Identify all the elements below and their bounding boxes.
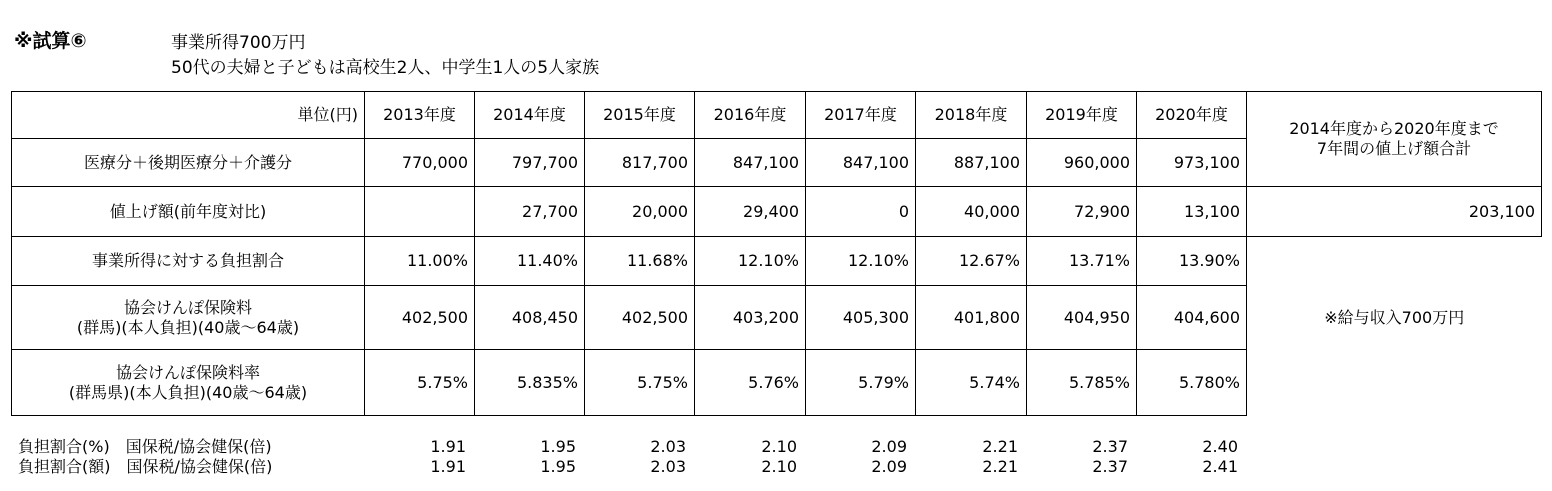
cell-value: 5.75%	[585, 350, 695, 416]
table-row	[12, 187, 1542, 237]
cell-value: 11.40%	[475, 237, 585, 286]
table-row	[12, 350, 1542, 416]
total-increase-header	[1247, 92, 1542, 187]
cell-value: 11.00%	[365, 237, 475, 286]
cell-value: 770,000	[365, 139, 475, 187]
year-header: 2020年度	[1137, 92, 1247, 139]
row-label	[12, 286, 365, 350]
empty-cell	[1247, 237, 1542, 286]
empty-cell	[1247, 350, 1542, 416]
cell-value: 40,000	[916, 187, 1027, 237]
footer-value: 2.10	[761, 457, 797, 476]
cell-value: 13,100	[1137, 187, 1247, 237]
cell-value: 0	[806, 187, 916, 237]
year-header: 2019年度	[1027, 92, 1137, 139]
row-label-line: (群馬)(本人負担)(40歳～64歳)	[76, 317, 300, 337]
table-row	[12, 237, 1542, 286]
total-increase-value: 203,100	[1247, 187, 1542, 237]
cell-value: 408,450	[475, 286, 585, 350]
cell-value: 29,400	[695, 187, 806, 237]
cell-value: 5.780%	[1137, 350, 1247, 416]
cell-value: 5.74%	[916, 350, 1027, 416]
footer-value: 2.10	[761, 437, 797, 456]
cell-value: 797,700	[475, 139, 585, 187]
cell-value: 12.10%	[806, 237, 916, 286]
cell-value: 887,100	[916, 139, 1027, 187]
cell-value: 973,100	[1137, 139, 1247, 187]
cell-value: 5.79%	[806, 350, 916, 416]
footer-value: 1.91	[430, 437, 466, 456]
footer-value: 2.21	[982, 437, 1018, 456]
footer-value: 2.09	[871, 457, 907, 476]
year-header: 2016年度	[695, 92, 806, 139]
cell-value: 5.835%	[475, 350, 585, 416]
footer-value: 1.95	[540, 457, 576, 476]
footer-label: 負担割合(%) 国保税/協会健保(倍)	[18, 437, 272, 456]
cell-value: 403,200	[695, 286, 806, 350]
salary-note: ※給与収入700万円	[1324, 307, 1465, 327]
cell-value: 405,300	[806, 286, 916, 350]
footer-label: 負担割合(額) 国保税/協会健保(倍)	[18, 457, 273, 476]
footer-value: 2.21	[982, 457, 1018, 476]
row-label	[12, 350, 365, 416]
total-increase-header-line: 7年間の値上げ額合計	[1316, 139, 1472, 158]
footer-value: 2.37	[1092, 437, 1128, 456]
ratio-footer	[18, 437, 1246, 477]
cell-value: 20,000	[585, 187, 695, 237]
cell-value	[365, 187, 475, 237]
year-header: 2018年度	[916, 92, 1027, 139]
premium-table	[11, 91, 1542, 416]
cell-value: 27,700	[475, 187, 585, 237]
cell-value: 404,950	[1027, 286, 1137, 350]
cell-value: 72,900	[1027, 187, 1137, 237]
cell-value: 402,500	[365, 286, 475, 350]
row-label: 事業所得に対する負担割合	[12, 237, 365, 286]
cell-value: 13.90%	[1137, 237, 1247, 286]
unit-header: 単位(円)	[12, 92, 365, 139]
header-row	[12, 92, 1542, 139]
cell-value: 11.68%	[585, 237, 695, 286]
table-row	[12, 286, 1542, 350]
footer-value: 2.40	[1202, 437, 1238, 456]
row-label: 値上げ額(前年度対比)	[12, 187, 365, 237]
footer-value: 2.37	[1092, 457, 1128, 476]
cell-value: 402,500	[585, 286, 695, 350]
title-line-1: 事業所得700万円	[171, 33, 306, 53]
cell-value: 401,800	[916, 286, 1027, 350]
year-header: 2017年度	[806, 92, 916, 139]
row-label-line: (群馬県)(本人負担)(40歳～64歳)	[68, 382, 308, 402]
cell-value: 404,600	[1137, 286, 1247, 350]
cell-value: 12.10%	[695, 237, 806, 286]
cell-value: 5.76%	[695, 350, 806, 416]
cell-value: 847,100	[806, 139, 916, 187]
footer-value: 1.91	[430, 457, 466, 476]
cell-value: 12.67%	[916, 237, 1027, 286]
footer-row	[18, 457, 1246, 477]
cell-value: 5.75%	[365, 350, 475, 416]
cell-value: 5.785%	[1027, 350, 1137, 416]
footer-value: 2.03	[650, 437, 686, 456]
title-line-2: 50代の夫婦と子どもは高校生2人、中学生1人の5人家族	[171, 58, 600, 78]
footer-value: 2.09	[871, 437, 907, 456]
row-label-line: 協会けんぽ保険料率	[115, 362, 260, 382]
total-increase-header-line: 2014年度から2020年度まで	[1289, 119, 1499, 138]
cell-value: 13.71%	[1027, 237, 1137, 286]
year-header: 2013年度	[365, 92, 475, 139]
footer-value: 1.95	[540, 437, 576, 456]
cell-value: 847,100	[695, 139, 806, 187]
footer-value: 2.03	[650, 457, 686, 476]
year-header: 2014年度	[475, 92, 585, 139]
cell-value: 817,700	[585, 139, 695, 187]
footer-value: 2.41	[1202, 457, 1238, 476]
row-label: 医療分＋後期医療分＋介護分	[12, 139, 365, 187]
footer-row	[18, 437, 1246, 457]
year-header: 2015年度	[585, 92, 695, 139]
section-label: ※試算⑥	[14, 30, 87, 52]
row-label-line: 協会けんぽ保険料	[123, 297, 252, 317]
cell-value: 960,000	[1027, 139, 1137, 187]
